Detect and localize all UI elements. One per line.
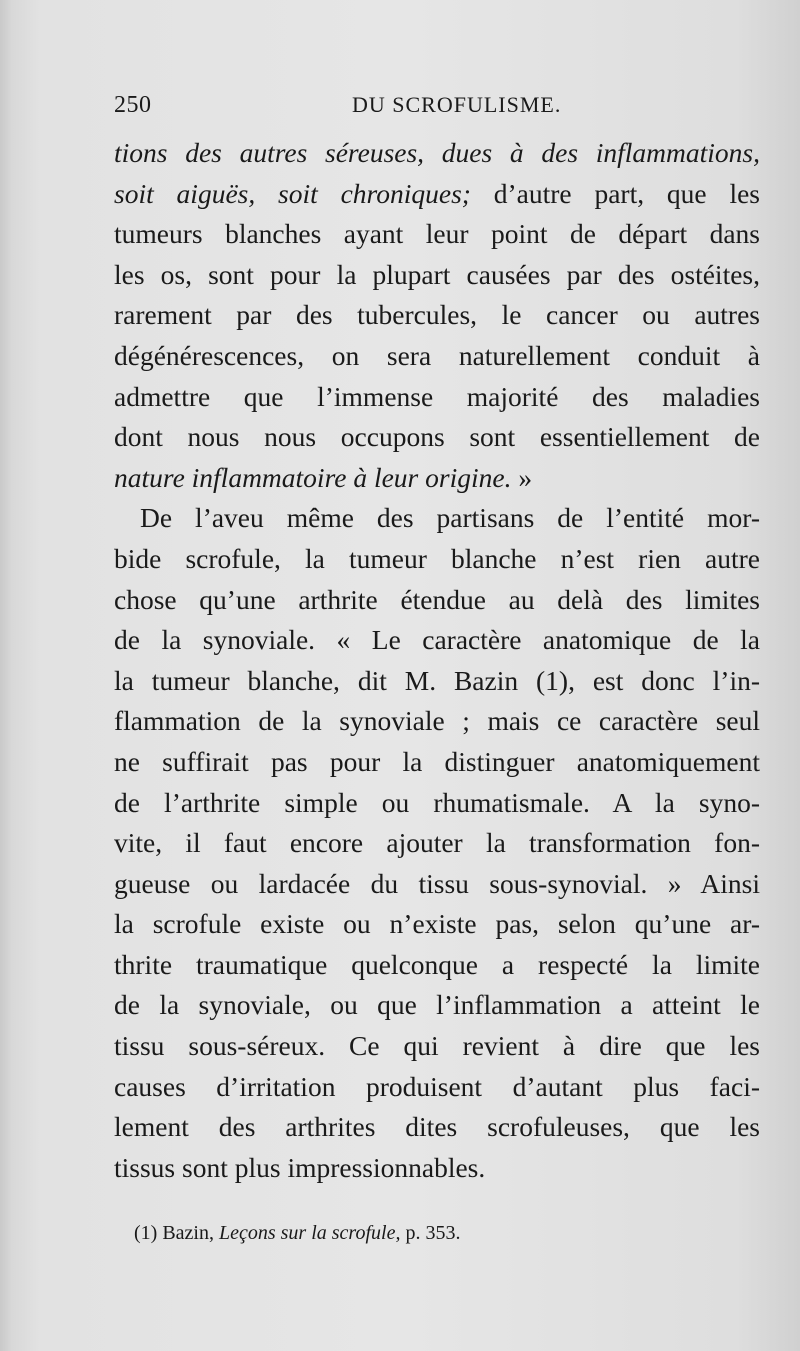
text-line: causes d’irritation produisent d’autant plus faci- — [114, 1070, 760, 1102]
text-line: tions des autres séreuses, dues à des inflammations, — [114, 137, 760, 168]
text-line: la tumeur blanche, dit M. Bazin (1), est donc l’in- — [114, 664, 760, 696]
text-line: soit aiguës, soit chroniques; d’autre part, que les — [114, 177, 760, 209]
text-line: de la synoviale, ou que l’inflammation a atteint le — [114, 989, 760, 1021]
paragraph-start-line: De l’aveu même des partisans de l’entité mor- — [140, 502, 760, 534]
text-line: nature inflammatoire à leur origine. » — [114, 461, 533, 493]
page-number: 250 — [114, 92, 152, 118]
running-head: DU SCROFULISME. — [352, 92, 562, 117]
footnote — [134, 1222, 754, 1245]
footnote-marker: (1) — [134, 1222, 158, 1244]
text-line: lement des arthrites dites scrofuleuses, que les — [114, 1111, 760, 1143]
text-line: vite, il faut encore ajouter la transformation fon- — [114, 827, 760, 859]
text-line: dont nous nous occupons sont essentiellement de — [114, 421, 760, 453]
footnote-title: Leçons sur la scrofule, — [218, 1222, 401, 1244]
text-line: flammation de la synoviale ; mais ce caractère seul — [114, 705, 760, 737]
text-line: chose qu’une arthrite étendue au delà des limites — [114, 583, 760, 615]
text-line: tissu sous-séreux. Ce qui revient à dire que les — [114, 1030, 760, 1062]
text-line: tissus sont plus impressionnables. — [114, 1151, 486, 1183]
text-line: admettre que l’immense majorité des maladies — [114, 380, 760, 412]
text-line: thrite traumatique quelconque a respecté la limite — [114, 948, 760, 980]
text-line: dégénérescences, on sera naturellement conduit à — [114, 339, 760, 371]
text-line: bide scrofule, la tumeur blanche n’est rien autre — [114, 542, 760, 574]
body-text — [114, 133, 760, 1188]
footnote-author: Bazin, — [162, 1222, 214, 1244]
text-line: tumeurs blanches ayant leur point de départ dans — [114, 218, 760, 250]
text-line: la scrofule existe ou n’existe pas, selon qu’une ar- — [114, 908, 760, 940]
footnote-page: p. 353. — [405, 1222, 461, 1244]
text-line: gueuse ou lardacée du tissu sous-synovial. » Ainsi — [114, 867, 760, 899]
text-line: les os, sont pour la plupart causées par des ostéites, — [114, 258, 760, 290]
text-line: ne suffirait pas pour la distinguer anatomiquement — [114, 745, 760, 777]
text-line: rarement par des tubercules, le cancer ou autres — [114, 299, 760, 331]
text-line: de l’arthrite simple ou rhumatismale. A la syno- — [114, 786, 760, 818]
page-header — [114, 92, 754, 124]
text-line: de la synoviale. « Le caractère anatomique de la — [114, 624, 760, 656]
